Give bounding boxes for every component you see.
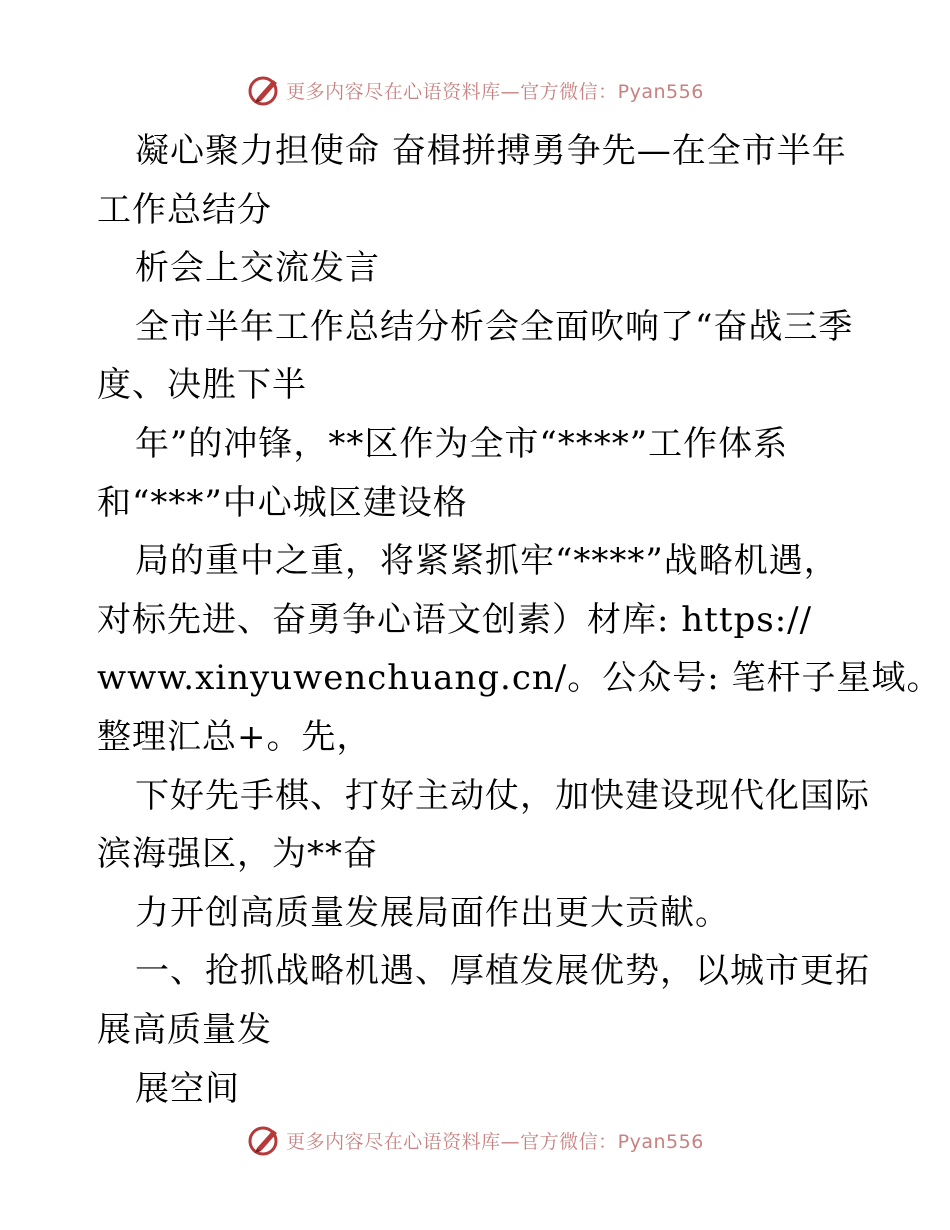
text-line: 和“***”中心城区建设格 [97,482,468,523]
document-body [97,122,942,1118]
watermark-text: 更多内容尽在心语资料库—官方微信：Pyan556 [286,1130,704,1153]
text-line: 力开创高质量发展局面作出更大贡献。 [135,892,730,933]
text-line: www.xinyuwenchuang.cn/。公众号: 笔杆子星域。 [97,658,942,699]
watermark-text: 更多内容尽在心语资料库—官方微信：Pyan556 [286,80,704,103]
text-line: 局的重中之重，将紧紧抓牢“****”战略机遇， [135,541,839,582]
text-line: 一、抢抓战略机遇、厚植发展优势，以城市更拓 [135,951,870,992]
text-line: 下好先手棋、打好主动仗，加快建设现代化国际 [135,775,870,816]
pen-logo-icon [246,1122,282,1158]
footer-watermark [0,1120,950,1160]
text-line: 全市半年工作总结分析会全面吹响了“奋战三季 [135,306,854,347]
text-line: 度、决胜下半 [97,365,307,406]
text-line: 凝心聚力担使命 奋楫拼搏勇争先—在全市半年 [135,131,847,171]
text-line: 展空间 [135,1068,240,1109]
text-line: 对标先进、奋勇争心语文创素）材库: https:// [97,599,813,640]
text-line: 年”的冲锋，**区作为全市“****”工作体系 [135,423,789,464]
text-line: 工作总结分 [97,189,272,230]
text-line: 整理汇总+。先， [97,716,372,757]
header-watermark [0,70,950,110]
text-line: 析会上交流发言 [135,248,380,289]
pen-logo-icon [246,72,282,108]
text-line: 展高质量发 [97,1009,272,1050]
text-line: 滨海强区，为**奋 [97,834,378,875]
